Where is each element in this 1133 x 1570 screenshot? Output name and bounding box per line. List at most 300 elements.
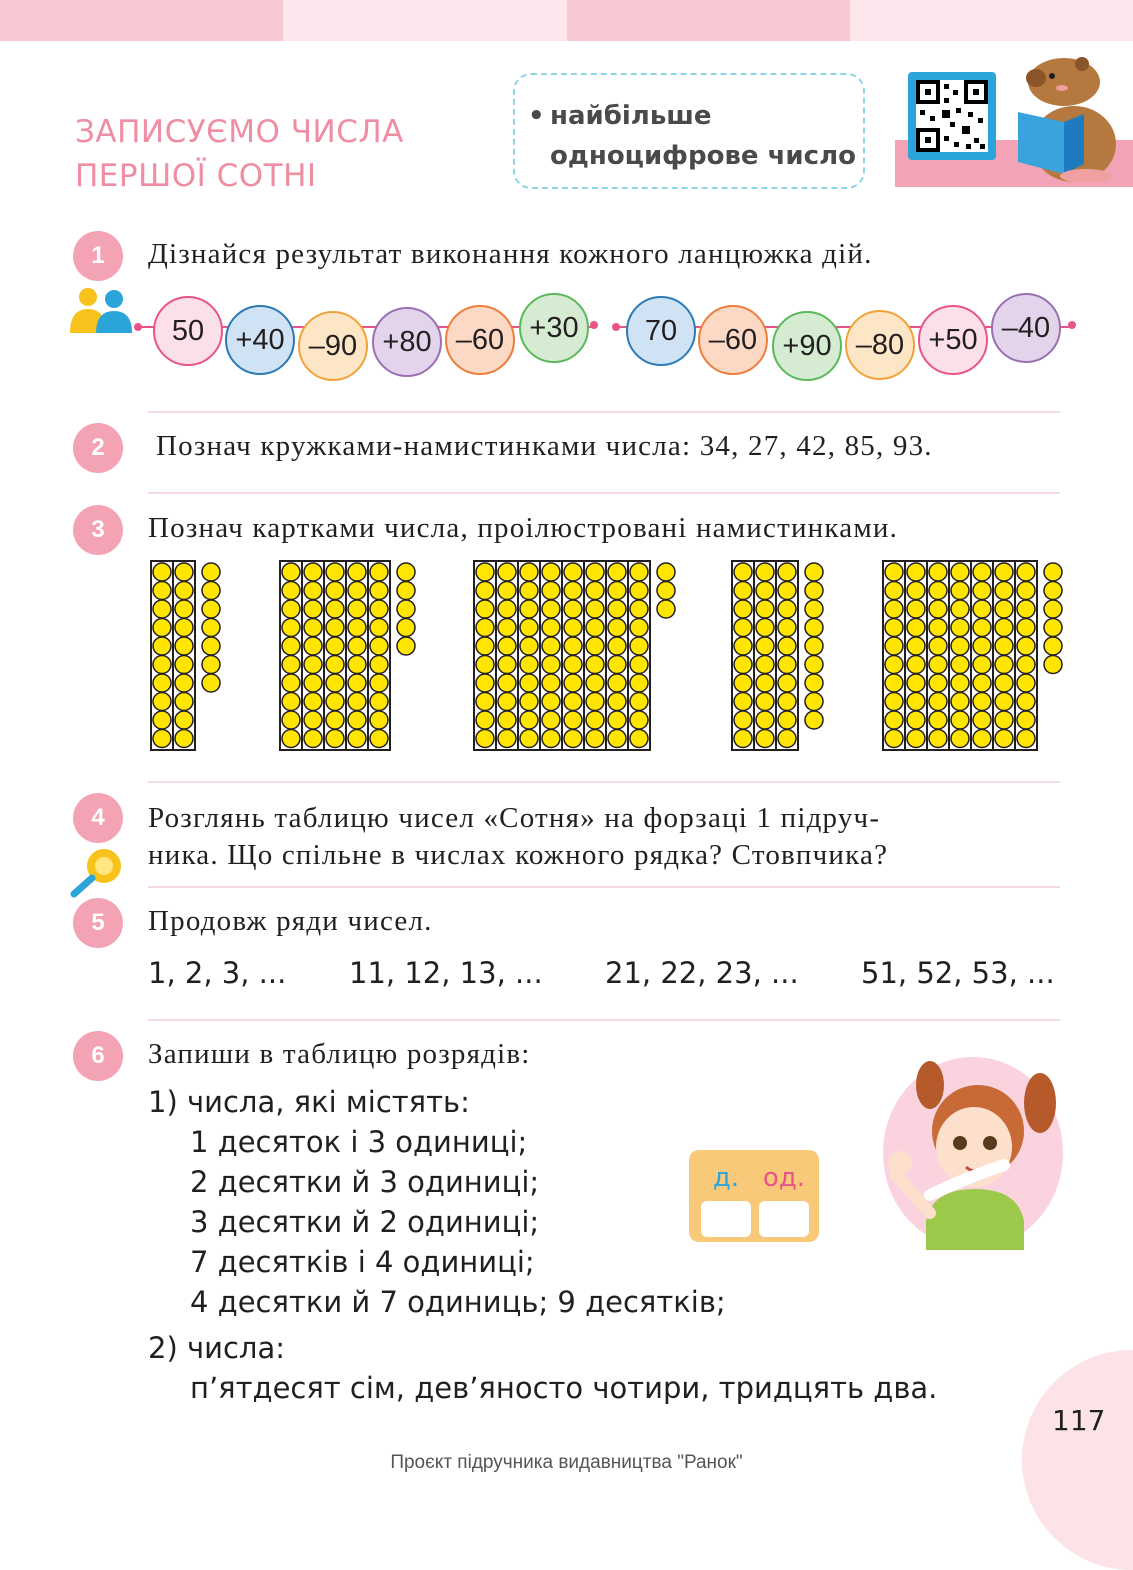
bead (608, 600, 626, 618)
single-bead (202, 600, 220, 618)
number-series: 51, 52, 53, ... (861, 956, 1055, 990)
bead (608, 693, 626, 711)
bead (973, 637, 991, 655)
chain-bead: +40 (225, 305, 295, 375)
bead (951, 730, 969, 748)
bead (885, 674, 903, 692)
task-line: ника. Що спільне в числах кожного рядка? Стовпчика? (148, 839, 889, 871)
single-bead (1044, 582, 1062, 600)
task-line: Розглянь таблицю чисел «Сотня» на форзаці 1 підруч- (148, 802, 881, 834)
divider (148, 1019, 1060, 1021)
bead (995, 600, 1013, 618)
tens-header: д. (712, 1163, 740, 1193)
bead (476, 619, 494, 637)
bead (564, 693, 582, 711)
task-number: 1 (73, 231, 123, 281)
bead (520, 600, 538, 618)
bead (348, 600, 366, 618)
bead (542, 730, 560, 748)
bead (564, 711, 582, 729)
single-bead (805, 619, 823, 637)
top-bar-segment (0, 0, 283, 41)
bead (885, 619, 903, 637)
bead (326, 711, 344, 729)
bead (498, 711, 516, 729)
bead-groups (0, 555, 1133, 760)
bead (885, 637, 903, 655)
single-bead (202, 656, 220, 674)
bead (520, 656, 538, 674)
bead (542, 619, 560, 637)
bead (476, 563, 494, 581)
bead (282, 656, 300, 674)
bead (282, 637, 300, 655)
bead (907, 711, 925, 729)
bead (630, 674, 648, 692)
bead (756, 637, 774, 655)
bead (348, 582, 366, 600)
bead (973, 674, 991, 692)
single-bead (805, 637, 823, 655)
bead (586, 582, 604, 600)
bead (370, 711, 388, 729)
bead (326, 619, 344, 637)
bead (885, 582, 903, 600)
qr-icon (916, 80, 988, 152)
bead (630, 637, 648, 655)
bead (282, 674, 300, 692)
task-text: Продовж ряди чисел. (148, 905, 433, 937)
bead (326, 637, 344, 655)
bead (564, 600, 582, 618)
bead (348, 730, 366, 748)
bead (370, 637, 388, 655)
bead (608, 730, 626, 748)
number-series: 1, 2, 3, ... (148, 956, 287, 990)
bead (153, 637, 171, 655)
bead (586, 637, 604, 655)
bead (282, 619, 300, 637)
bead (734, 600, 752, 618)
bead (586, 711, 604, 729)
bead (370, 619, 388, 637)
bead (1017, 619, 1035, 637)
bead (995, 619, 1013, 637)
bead (282, 730, 300, 748)
single-bead (657, 563, 675, 581)
footer-note: Проєкт підручника видавництва "Ранок" (390, 1452, 743, 1473)
bead (326, 600, 344, 618)
bead (586, 674, 604, 692)
bead (1017, 674, 1035, 692)
bead (929, 582, 947, 600)
bead (1017, 656, 1035, 674)
bead (951, 563, 969, 581)
bead (476, 674, 494, 692)
bead (586, 656, 604, 674)
bead (282, 600, 300, 618)
task-text: Познач кружками-намистинками числа: 34, 27, 42, 85, 93. (156, 430, 933, 462)
bead (175, 637, 193, 655)
single-bead (397, 619, 415, 637)
bead (951, 582, 969, 600)
bead (734, 693, 752, 711)
chain-end (590, 321, 598, 329)
bead (326, 563, 344, 581)
bead (885, 730, 903, 748)
bead (778, 582, 796, 600)
bead (885, 600, 903, 618)
task6-words: п’ятдесят сім, дев’яносто чотири, тридцять два. (190, 1371, 938, 1405)
bead (348, 637, 366, 655)
bead (734, 730, 752, 748)
bead (630, 711, 648, 729)
bead (153, 674, 171, 692)
bead (175, 693, 193, 711)
bead (520, 563, 538, 581)
bead (304, 693, 322, 711)
bead (951, 637, 969, 655)
chain-end (612, 323, 620, 331)
bead (608, 619, 626, 637)
single-bead (202, 582, 220, 600)
bead (564, 619, 582, 637)
bead (885, 693, 903, 711)
bead (973, 600, 991, 618)
divider (148, 886, 1060, 888)
bead (907, 563, 925, 581)
bead (175, 711, 193, 729)
single-bead (202, 619, 220, 637)
bead (885, 711, 903, 729)
bead (608, 637, 626, 655)
bead (608, 656, 626, 674)
bead (304, 637, 322, 655)
top-bar-segment (850, 0, 1133, 41)
chain-bead: –60 (445, 305, 515, 375)
bead (951, 600, 969, 618)
bead (282, 582, 300, 600)
bead (304, 674, 322, 692)
girl-illustration (860, 1045, 1070, 1250)
bead (778, 711, 796, 729)
bead (778, 637, 796, 655)
bead (564, 674, 582, 692)
single-bead (805, 582, 823, 600)
hint-line: одноцифрове число (550, 141, 856, 171)
bead (498, 656, 516, 674)
bead (564, 582, 582, 600)
bead (907, 637, 925, 655)
single-bead (657, 600, 675, 618)
bead (756, 730, 774, 748)
single-bead (805, 563, 823, 581)
single-bead (805, 711, 823, 729)
bead (973, 693, 991, 711)
task6-line: 1 десяток і 3 одиниці; (190, 1125, 528, 1159)
magnifier-icon (68, 846, 124, 898)
bead (778, 600, 796, 618)
bead (153, 730, 171, 748)
bead (542, 656, 560, 674)
single-bead (397, 600, 415, 618)
single-bead (1044, 637, 1062, 655)
task-number: 4 (73, 793, 123, 843)
bead (973, 656, 991, 674)
bead (586, 563, 604, 581)
bead (542, 582, 560, 600)
bead (304, 600, 322, 618)
bead (734, 637, 752, 655)
bead (630, 600, 648, 618)
bead (973, 711, 991, 729)
task6-line: 7 десятків і 4 одиниці; (190, 1245, 535, 1279)
single-bead (805, 693, 823, 711)
bead (326, 656, 344, 674)
bead (608, 582, 626, 600)
bead (995, 674, 1013, 692)
bead (498, 730, 516, 748)
single-bead (805, 656, 823, 674)
bead (907, 582, 925, 600)
bead (756, 600, 774, 618)
bead (951, 656, 969, 674)
bead (476, 656, 494, 674)
single-bead (1044, 600, 1062, 618)
bead (778, 563, 796, 581)
bead (586, 693, 604, 711)
bead (564, 563, 582, 581)
bead (1017, 600, 1035, 618)
bead (476, 730, 494, 748)
single-bead (202, 563, 220, 581)
bead (476, 582, 494, 600)
bead (282, 711, 300, 729)
ones-header: од. (762, 1163, 806, 1193)
bead (370, 693, 388, 711)
chain-bead: 70 (626, 296, 696, 366)
task-number: 2 (73, 423, 123, 473)
chain-bead: –40 (991, 293, 1061, 363)
bead (995, 711, 1013, 729)
bead (756, 674, 774, 692)
bead (476, 693, 494, 711)
bead (542, 711, 560, 729)
task-text: Запиши в таблицю розрядів: (148, 1038, 531, 1070)
task-number: 3 (73, 505, 123, 555)
bead (348, 711, 366, 729)
bead (885, 563, 903, 581)
chain-bead: –90 (298, 311, 368, 381)
bead (175, 730, 193, 748)
divider (148, 492, 1060, 494)
bead (973, 730, 991, 748)
bead (929, 711, 947, 729)
bead (608, 674, 626, 692)
task-number: 5 (73, 898, 123, 948)
task6-line: 3 десятки й 2 одиниці; (190, 1205, 540, 1239)
bead (778, 693, 796, 711)
bead (951, 711, 969, 729)
bead (370, 582, 388, 600)
bead (778, 730, 796, 748)
bead (542, 674, 560, 692)
bead (756, 711, 774, 729)
single-bead (397, 563, 415, 581)
bead (1017, 637, 1035, 655)
bead (995, 693, 1013, 711)
bead (348, 656, 366, 674)
bead (153, 582, 171, 600)
task6-line: 4 десятки й 7 одиниць; 9 десятків; (190, 1285, 726, 1319)
bead (520, 730, 538, 748)
bead (476, 711, 494, 729)
bead (564, 637, 582, 655)
capybara-reading-illustration (1012, 52, 1122, 182)
bead (1017, 711, 1035, 729)
bead (304, 563, 322, 581)
bead (498, 619, 516, 637)
bead (1017, 563, 1035, 581)
bead (756, 619, 774, 637)
bead (304, 711, 322, 729)
bead (542, 600, 560, 618)
tens-cell[interactable] (701, 1201, 751, 1237)
bead (995, 637, 1013, 655)
bead (370, 674, 388, 692)
bead (564, 730, 582, 748)
bead (756, 656, 774, 674)
bead (630, 693, 648, 711)
bead (995, 730, 1013, 748)
single-bead (657, 582, 675, 600)
bead (370, 730, 388, 748)
task6-item2: 2) числа: (148, 1331, 285, 1365)
bead (907, 674, 925, 692)
bead (630, 656, 648, 674)
bead (929, 619, 947, 637)
bead (734, 582, 752, 600)
bead (520, 711, 538, 729)
bead (153, 693, 171, 711)
bead (348, 674, 366, 692)
bead (520, 693, 538, 711)
bead (630, 730, 648, 748)
bead (734, 674, 752, 692)
bead (929, 693, 947, 711)
bead (304, 730, 322, 748)
chain-end (134, 323, 142, 331)
bead (520, 674, 538, 692)
qr-pattern (916, 80, 988, 152)
bead (498, 582, 516, 600)
task-text: Дізнайся результат виконання кожного ланцюжка дій. (148, 238, 873, 270)
bead (1017, 730, 1035, 748)
bead (1017, 693, 1035, 711)
bead (175, 619, 193, 637)
task-text: Познач картками числа, проілюстровані намистинками. (148, 512, 899, 544)
bead (907, 619, 925, 637)
bead (520, 637, 538, 655)
bead (907, 600, 925, 618)
bead (995, 582, 1013, 600)
task-number: 6 (73, 1031, 123, 1081)
bead (734, 656, 752, 674)
bead (630, 582, 648, 600)
bead (973, 619, 991, 637)
bead (175, 600, 193, 618)
single-bead (1044, 656, 1062, 674)
divider (148, 411, 1060, 413)
bead (175, 656, 193, 674)
bead (586, 619, 604, 637)
bead (586, 600, 604, 618)
single-bead (397, 582, 415, 600)
page-title (75, 110, 404, 198)
bullet: • (528, 101, 545, 131)
bead (734, 563, 752, 581)
hint-cloud-text (528, 96, 856, 176)
task6-item1: 1) числа, які містять: (148, 1085, 470, 1119)
pair-work-icon (70, 287, 132, 335)
title-line: ПЕРШОЇ СОТНІ (75, 158, 317, 194)
bead (929, 563, 947, 581)
bead (153, 656, 171, 674)
bead (995, 656, 1013, 674)
single-bead (397, 637, 415, 655)
bead (756, 582, 774, 600)
bead (907, 656, 925, 674)
bead (973, 582, 991, 600)
bead (498, 600, 516, 618)
bead (476, 600, 494, 618)
bead (885, 656, 903, 674)
bead (326, 693, 344, 711)
bead (520, 582, 538, 600)
bead (175, 582, 193, 600)
single-bead (1044, 619, 1062, 637)
bead (476, 637, 494, 655)
bead (498, 563, 516, 581)
bead (734, 711, 752, 729)
bead (348, 619, 366, 637)
page-number: 117 (1052, 1404, 1106, 1437)
bead (348, 693, 366, 711)
bead (907, 693, 925, 711)
bead (608, 711, 626, 729)
bead (282, 693, 300, 711)
bead (756, 563, 774, 581)
hint-line: найбільше (550, 101, 712, 131)
single-bead (202, 674, 220, 692)
bead (498, 693, 516, 711)
bead (929, 637, 947, 655)
single-bead (1044, 563, 1062, 581)
bead (153, 711, 171, 729)
chain-bead: 50 (153, 296, 223, 366)
bead (304, 582, 322, 600)
bead (542, 693, 560, 711)
bead (370, 600, 388, 618)
number-series: 11, 12, 13, ... (349, 956, 543, 990)
bead (498, 637, 516, 655)
chain-bead: –60 (698, 305, 768, 375)
bead (995, 563, 1013, 581)
bead (520, 619, 538, 637)
bead (542, 563, 560, 581)
ones-cell[interactable] (759, 1201, 809, 1237)
bead (756, 693, 774, 711)
